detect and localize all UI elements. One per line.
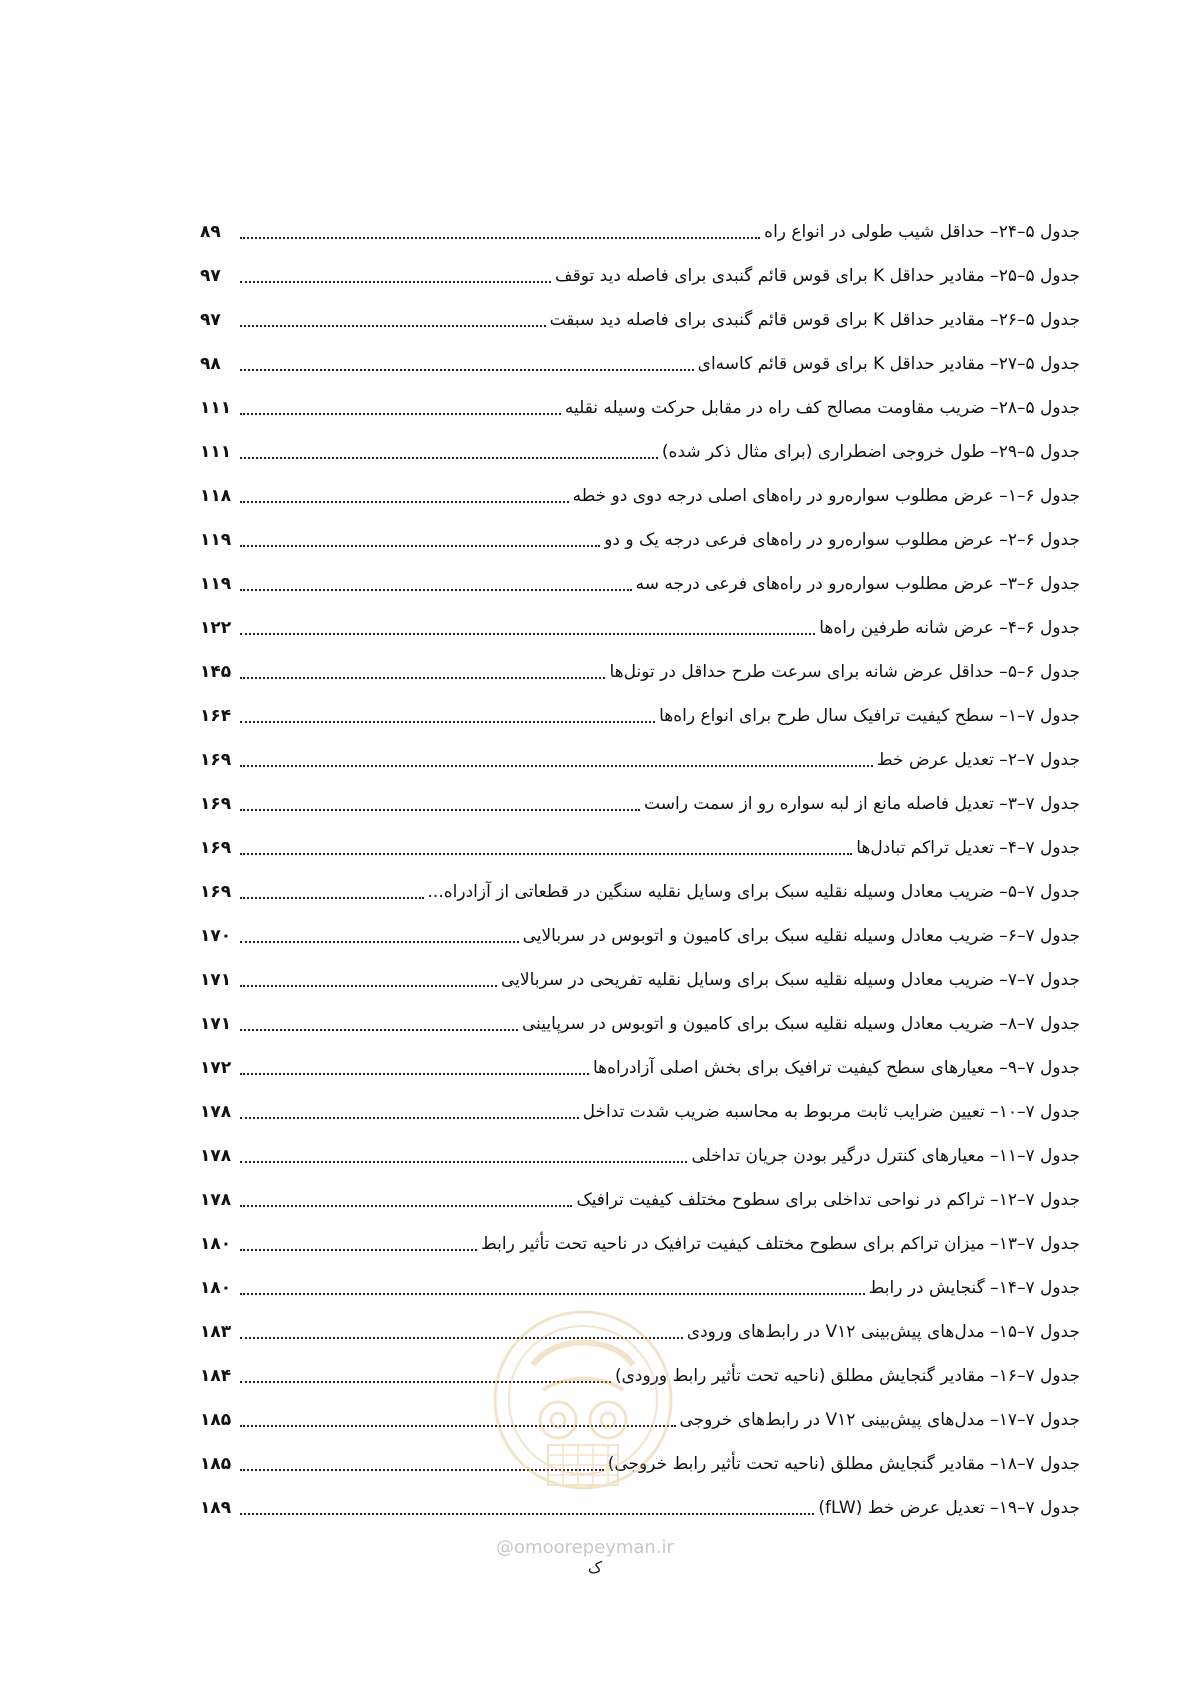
toc-entry-title: جدول ۶–۵– حداقل عرض شانه برای سرعت طرح حداقل در تونل‌ها [609,662,1080,682]
dot-leader [240,983,497,987]
toc-entry-title: جدول ۵–۲۵– مقادیر حداقل K برای قوس قائم گنبدی برای فاصله دید توقف [555,266,1080,286]
toc-entry[interactable] [200,254,1080,298]
watermark-seal-icon [488,1295,678,1505]
dot-leader [240,851,852,855]
toc-entry-page: ۱۱۱ [200,398,232,418]
toc-entry-title: جدول ۷–۷– ضریب معادل وسیله نقلیه سبک برای وسایل نقلیه تفریحی در سربالایی [501,970,1080,990]
dot-leader [240,1115,579,1119]
toc-entry-title: جدول ۶–۱– عرض مطلوب سواره‌رو در راه‌های اصلی درجه دوی دو خطه [572,486,1080,506]
toc-entry-page: ۱۸۵ [200,1454,232,1474]
toc-entry-page: ۱۸۹ [200,1498,232,1518]
toc-entry[interactable] [200,386,1080,430]
toc-entry[interactable] [200,210,1080,254]
toc-entry-page: ۱۷۸ [200,1102,232,1122]
toc-entry-page: ۹۸ [200,354,221,374]
toc-entry-page: ۱۶۹ [200,882,232,902]
toc-entry-page: ۱۷۸ [200,1190,232,1210]
toc-entry-title: جدول ۷–۱۴– گنجایش در رابط [868,1278,1080,1298]
dot-leader [240,1203,572,1207]
toc-entry[interactable] [200,870,1080,914]
dot-leader [240,279,551,283]
toc-entry[interactable] [200,474,1080,518]
toc-entry-title: جدول ۷–۲– تعدیل عرض خط [876,750,1080,770]
toc-entry[interactable] [200,1178,1080,1222]
toc-entry-title: جدول ۷–۱۲– تراکم در نواحی تداخلی برای سطوح مختلف کیفیت ترافیک [576,1190,1080,1210]
toc-entry-title: جدول ۵–۲۶– مقادیر حداقل K برای قوس قائم گنبدی برای فاصله دید سبقت [549,310,1080,330]
toc-entry-title: جدول ۷–۱۷– مدل‌های پیش‌بینی V۱۲ در رابط‌های خروجی [679,1410,1080,1430]
toc-entry-page: ۱۱۹ [200,530,232,550]
dot-leader [240,1071,589,1075]
dot-leader [240,1247,477,1251]
toc-entry-page: ۱۸۰ [200,1278,232,1298]
toc-entry[interactable] [200,650,1080,694]
toc-entry[interactable] [200,738,1080,782]
toc-entry-page: ۱۷۸ [200,1146,232,1166]
toc-entry-title: جدول ۷–۱۶– مقادیر گنجایش مطلق (ناحیه تحت تأثیر رابط ورودی) [614,1366,1080,1386]
toc-entry-page: ۱۱۹ [200,574,232,594]
toc-entry-page: ۱۲۲ [200,618,232,638]
toc-entry-title: جدول ۵–۲۹– طول خروجی اضطراری (برای مثال ذکر شده) [661,442,1080,462]
dot-leader [240,1159,687,1163]
toc-entry[interactable] [200,826,1080,870]
toc-entry[interactable] [200,562,1080,606]
toc-entry[interactable] [200,914,1080,958]
toc-entry-page: ۱۸۵ [200,1410,232,1430]
toc-entry[interactable] [200,1002,1080,1046]
toc-entry[interactable] [200,1090,1080,1134]
dot-leader [240,411,561,415]
toc-entry-page: ۱۶۴ [200,706,232,726]
toc-entry-page: ۱۸۳ [200,1322,232,1342]
toc-entry-page: ۱۶۹ [200,750,232,770]
toc-entry-title: جدول ۷–۱۰– تعیین ضرایب ثابت مربوط به محاسبه ضریب شدت تداخل [582,1102,1080,1122]
toc-entry-page: ۱۶۹ [200,838,232,858]
toc-entry-page: ۱۷۲ [200,1058,232,1078]
toc-entry-page: ۱۷۱ [200,970,232,990]
dot-leader [240,1027,518,1031]
toc-entry[interactable] [200,342,1080,386]
toc-entry-page: ۱۸۴ [200,1366,232,1386]
toc-entry-title: جدول ۷–۹– معیارهای سطح کیفیت ترافیک برای بخش اصلی آزادراه‌ها [593,1058,1080,1078]
dot-leader [240,499,569,503]
toc-entry-title: جدول ۶–۴– عرض شانه طرفین راه‌ها [819,618,1080,638]
dot-leader [240,543,600,547]
toc-entry-title: جدول ۷–۱۹– تعدیل عرض خط (fLW) [818,1498,1080,1518]
toc-entry[interactable] [200,1046,1080,1090]
toc-entry-page: ۹۷ [200,266,221,286]
dot-leader [240,763,873,767]
toc-entry[interactable] [200,1222,1080,1266]
toc-entry-page: ۱۱۸ [200,486,232,506]
toc-entry-title: جدول ۶–۳– عرض مطلوب سواره‌رو در راه‌های فرعی درجه سه [635,574,1080,594]
toc-entry-title: جدول ۷–۵– ضریب معادل وسیله نقلیه سبک برای وسایل نقلیه سنگین در قطعاتی از آزادراه... [427,882,1080,902]
dot-leader [240,587,632,591]
dot-leader [240,675,605,679]
toc-entry-title: جدول ۶–۲– عرض مطلوب سواره‌رو در راه‌های فرعی درجه یک و دو [604,530,1080,550]
toc-entry[interactable] [200,694,1080,738]
toc-entry-title: جدول ۷–۸– ضریب معادل وسیله نقلیه سبک برای کامیون و اتوبوس در سرپایینی [522,1014,1080,1034]
toc-entry-page: ۱۷۱ [200,1014,232,1034]
toc-entry-title: جدول ۷–۱۸– مقادیر گنجایش مطلق (ناحیه تحت تأثیر رابط خروجی) [607,1454,1080,1474]
dot-leader [240,455,658,459]
toc-entry-title: جدول ۷–۱۱– معیارهای کنترل درگیر بودن جریان تداخلی [691,1146,1080,1166]
toc-entry-page: ۱۸۰ [200,1234,232,1254]
toc-entry-page: ۸۹ [200,222,221,242]
toc-entry[interactable] [200,958,1080,1002]
dot-leader [240,939,519,943]
toc-entry-title: جدول ۷–۱– سطح کیفیت ترافیک سال طرح برای انواع راه‌ها [659,706,1080,726]
toc-entry[interactable] [200,518,1080,562]
dot-leader [240,323,546,327]
toc-entry[interactable] [200,298,1080,342]
dot-leader [240,631,815,635]
toc-entry-title: جدول ۷–۱۳– میزان تراکم برای سطوح مختلف کیفیت ترافیک در ناحیه تحت تأثیر رابط [481,1234,1080,1254]
page-number: ک [587,1558,603,1577]
toc-entry-title: جدول ۷–۴– تعدیل تراکم تبادل‌ها [856,838,1080,858]
dot-leader [240,895,424,899]
dot-leader [240,719,655,723]
toc-entry[interactable] [200,1134,1080,1178]
toc-entry[interactable] [200,606,1080,650]
dot-leader [240,367,694,371]
dot-leader [240,1511,814,1515]
watermark-url: @omoorepeyman.ir [496,1537,674,1558]
toc-entry-title: جدول ۵–۲۸– ضریب مقاومت مصالح کف راه در مقابل حرکت وسیله نقلیه [564,398,1080,418]
toc-entry[interactable] [200,782,1080,826]
toc-entry-title: جدول ۷–۱۵– مدل‌های پیش‌بینی V۱۲ در رابط‌های ورودی [686,1322,1080,1342]
toc-entry[interactable] [200,430,1080,474]
toc-entry-page: ۱۷۰ [200,926,232,946]
toc-entry-title: جدول ۷–۳– تعدیل فاصله مانع از لبه سواره رو از سمت راست [644,794,1080,814]
toc-entry-page: ۹۷ [200,310,221,330]
dot-leader [240,235,760,239]
toc-entry-page: ۱۱۱ [200,442,232,462]
dot-leader [240,807,640,811]
toc-entry-title: جدول ۵–۲۷– مقادیر حداقل K برای قوس قائم کاسه‌ای [697,354,1080,374]
toc-entry-title: جدول ۵–۲۴– حداقل شیب طولی در انواع راه [764,222,1080,242]
toc-entry-page: ۱۴۵ [200,662,232,682]
toc-entry-page: ۱۶۹ [200,794,232,814]
toc-entry-title: جدول ۷–۶– ضریب معادل وسیله نقلیه سبک برای کامیون و اتوبوس در سربالایی [522,926,1080,946]
